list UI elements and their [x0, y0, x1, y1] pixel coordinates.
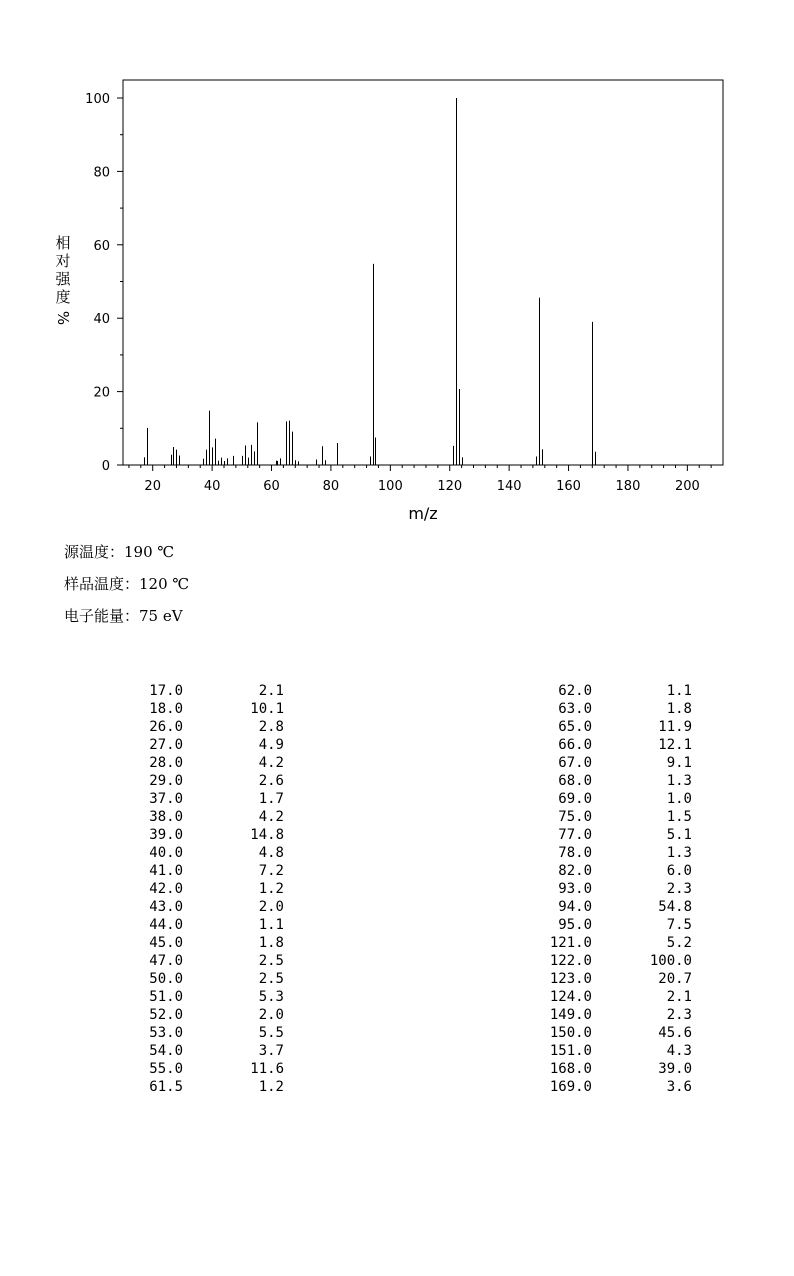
- peak-mz: 43.0: [149, 899, 183, 915]
- peak-table-row: [120, 1078, 290, 1096]
- peak-mz: 67.0: [558, 755, 592, 771]
- peak-intensity: 10.1: [250, 701, 284, 717]
- y-axis-label-char: 强: [55, 270, 71, 288]
- peak-intensity: 6.0: [666, 863, 692, 879]
- peak-mz: 55.0: [149, 1061, 183, 1077]
- peak-intensity: 2.6: [258, 773, 284, 789]
- y-tick-label: 20: [93, 385, 110, 401]
- peak-intensity: 2.0: [258, 899, 284, 915]
- peak-table-row: [120, 844, 290, 862]
- y-axis-label-char: %: [54, 310, 72, 326]
- peak-table-row: [520, 1006, 700, 1024]
- peak-table-row: [520, 718, 700, 736]
- y-axis-label: [54, 234, 72, 325]
- x-tick-label: 100: [377, 479, 403, 494]
- peak-intensity: 54.8: [658, 899, 692, 915]
- peak-mz: 44.0: [149, 917, 183, 933]
- peak-intensity: 3.6: [666, 1079, 692, 1095]
- peak-table-row: [520, 880, 700, 898]
- peak-mz: 29.0: [149, 773, 183, 789]
- peak-intensity: 100.0: [649, 953, 692, 969]
- peak-intensity: 3.7: [258, 1043, 284, 1059]
- peak-mz: 42.0: [149, 881, 183, 897]
- peak-table-row: [520, 754, 700, 772]
- peak-intensity: 2.5: [258, 971, 284, 987]
- peak-table-row: [120, 916, 290, 934]
- peak-table-row: [120, 970, 290, 988]
- peak-intensity: 39.0: [658, 1061, 692, 1077]
- peak-table-row: [120, 700, 290, 718]
- x-tick-label: 20: [144, 479, 161, 494]
- x-tick-label: 80: [322, 479, 340, 494]
- peak-table-row: [520, 772, 700, 790]
- peak-table-row: [120, 934, 290, 952]
- peak-mz: 26.0: [149, 719, 183, 735]
- y-axis-label-char: 对: [55, 252, 71, 270]
- peak-table-row: [520, 1078, 700, 1096]
- peak-intensity: 4.2: [258, 755, 284, 771]
- sample-temperature: 样品温度：120 ℃: [64, 575, 190, 593]
- peak-mz: 27.0: [149, 737, 183, 753]
- peak-table-row: [520, 1024, 700, 1042]
- peak-table-row: [520, 988, 700, 1006]
- peak-mz: 123.0: [549, 971, 592, 987]
- peak-intensity: 1.2: [258, 881, 284, 897]
- peak-mz: 77.0: [558, 827, 592, 843]
- peak-table-row: [120, 790, 290, 808]
- peak-mz: 47.0: [149, 953, 183, 969]
- y-tick-label: 60: [93, 238, 110, 254]
- peak-intensity: 1.3: [666, 845, 692, 861]
- peak-mz: 50.0: [149, 971, 183, 987]
- peak-table-row: [520, 898, 700, 916]
- peak-mz: 62.0: [558, 683, 592, 699]
- peak-mz: 151.0: [549, 1043, 592, 1059]
- peak-mz: 94.0: [558, 899, 592, 915]
- peak-mz: 41.0: [149, 863, 183, 879]
- peak-intensity: 5.5: [258, 1025, 284, 1041]
- peak-intensity: 1.0: [666, 791, 692, 807]
- peak-intensity: 5.3: [258, 989, 284, 1005]
- peak-mz: 39.0: [149, 827, 183, 843]
- x-tick-label: 120: [437, 479, 463, 494]
- peak-mz: 124.0: [549, 989, 592, 1005]
- spectrum-peaks: [145, 98, 596, 465]
- peak-mz: 54.0: [149, 1043, 183, 1059]
- peak-mz: 52.0: [149, 1007, 183, 1023]
- y-tick-label: 40: [93, 312, 110, 328]
- x-tick-label: 60: [263, 479, 280, 494]
- peak-table-row: [120, 880, 290, 898]
- peak-table-row: [120, 808, 290, 826]
- peak-table-row: [520, 736, 700, 754]
- peak-table-row: [120, 1024, 290, 1042]
- x-axis-ticks: [129, 465, 711, 494]
- peak-intensity: 1.1: [258, 917, 284, 933]
- peak-mz: 51.0: [149, 989, 183, 1005]
- peak-table-row: [120, 736, 290, 754]
- peak-table-row: [520, 862, 700, 880]
- peak-intensity: 2.8: [258, 719, 284, 735]
- peak-table-row: [120, 826, 290, 844]
- peak-table-row: [120, 898, 290, 916]
- peak-intensity: 11.6: [250, 1061, 284, 1077]
- peak-table-row: [520, 790, 700, 808]
- peak-intensity: 7.5: [666, 917, 692, 933]
- peak-intensity: 1.1: [666, 683, 692, 699]
- peak-intensity: 2.0: [258, 1007, 284, 1023]
- peak-table-row: [520, 700, 700, 718]
- peak-mz: 63.0: [558, 701, 592, 717]
- x-axis-label: m/z: [408, 504, 438, 523]
- peak-mz: 121.0: [549, 935, 592, 951]
- peak-table-row: [520, 1042, 700, 1060]
- x-tick-label: 160: [556, 479, 581, 494]
- peak-intensity: 5.2: [666, 935, 692, 951]
- peak-table-row: [520, 808, 700, 826]
- y-axis-ticks: [85, 92, 123, 474]
- peak-mz: 28.0: [149, 755, 183, 771]
- y-tick-label: 80: [93, 165, 110, 181]
- peak-intensity: 4.3: [666, 1043, 692, 1059]
- peak-table-row: [120, 754, 290, 772]
- peak-table-row: [520, 952, 700, 970]
- electron-energy: 电子能量：75 eV: [64, 607, 183, 625]
- x-tick-label: 40: [203, 479, 221, 494]
- peak-mz: 69.0: [558, 791, 592, 807]
- y-axis-label-char: 度: [55, 288, 71, 306]
- peak-table-row: [120, 1006, 290, 1024]
- peak-mz: 95.0: [558, 917, 592, 933]
- source-temperature: 源温度：190 ℃: [64, 543, 175, 561]
- peak-mz: 169.0: [549, 1079, 592, 1095]
- peak-intensity: 2.5: [258, 953, 284, 969]
- peak-table-row: [120, 952, 290, 970]
- peak-mz: 93.0: [558, 881, 592, 897]
- peak-intensity: 5.1: [666, 827, 692, 843]
- peak-mz: 122.0: [549, 953, 592, 969]
- peak-intensity: 2.1: [258, 683, 284, 699]
- peak-mz: 40.0: [149, 845, 183, 861]
- peak-mz: 149.0: [549, 1007, 592, 1023]
- peak-intensity: 12.1: [658, 737, 692, 753]
- peak-mz: 82.0: [558, 863, 592, 879]
- peak-mz: 38.0: [149, 809, 183, 825]
- peak-table-row: [120, 862, 290, 880]
- peak-mz: 45.0: [149, 935, 183, 951]
- peak-table-row: [520, 682, 700, 700]
- x-tick-label: 200: [674, 479, 700, 494]
- peak-intensity: 4.9: [258, 737, 284, 753]
- peak-intensity: 2.3: [666, 881, 692, 897]
- peak-intensity: 4.2: [258, 809, 284, 825]
- peak-intensity: 11.9: [658, 719, 692, 735]
- y-tick-label: 100: [85, 92, 110, 107]
- plot-frame: [123, 80, 723, 465]
- peak-mz: 65.0: [558, 719, 592, 735]
- peak-table-row: [520, 916, 700, 934]
- peak-intensity: 1.8: [666, 701, 692, 717]
- peak-mz: 168.0: [549, 1061, 592, 1077]
- peak-table-row: [120, 988, 290, 1006]
- peak-intensity: 1.3: [666, 773, 692, 789]
- peak-table-row: [520, 844, 700, 862]
- peak-table-row: [120, 1042, 290, 1060]
- peak-table-row: [520, 1060, 700, 1078]
- y-axis-label-char: 相: [55, 234, 71, 252]
- peak-mz: 53.0: [149, 1025, 183, 1041]
- y-tick-label: 0: [101, 459, 110, 474]
- peak-table-row: [520, 934, 700, 952]
- mass-spectrum-chart: [0, 0, 794, 530]
- peak-intensity: 2.1: [666, 989, 692, 1005]
- peak-intensity: 1.2: [258, 1079, 284, 1095]
- peak-mz: 78.0: [558, 845, 592, 861]
- peak-mz: 66.0: [558, 737, 592, 753]
- peak-table-row: [520, 970, 700, 988]
- peak-mz: 150.0: [549, 1025, 592, 1041]
- peak-intensity: 14.8: [250, 827, 284, 843]
- peak-table-row: [120, 682, 290, 700]
- peak-intensity: 45.6: [658, 1025, 692, 1041]
- peak-table-right: [520, 682, 700, 1096]
- peak-mz: 75.0: [558, 809, 592, 825]
- peak-intensity: 20.7: [658, 971, 692, 987]
- peak-table-row: [120, 718, 290, 736]
- peak-intensity: 7.2: [258, 863, 284, 879]
- peak-intensity: 1.8: [258, 935, 284, 951]
- peak-intensity: 1.5: [666, 809, 692, 825]
- peak-table-row: [120, 1060, 290, 1078]
- peak-mz: 17.0: [149, 683, 183, 699]
- peak-table-row: [520, 826, 700, 844]
- peak-table-row: [120, 772, 290, 790]
- peak-mz: 18.0: [149, 701, 183, 717]
- peak-intensity: 4.8: [258, 845, 284, 861]
- peak-intensity: 9.1: [666, 755, 692, 771]
- peak-table-left: [120, 682, 290, 1096]
- x-tick-label: 180: [615, 479, 641, 494]
- peak-intensity: 1.7: [258, 791, 284, 807]
- x-tick-label: 140: [496, 479, 522, 494]
- peak-mz: 37.0: [149, 791, 183, 807]
- peak-intensity: 2.3: [666, 1007, 692, 1023]
- peak-mz: 61.5: [149, 1079, 183, 1095]
- peak-mz: 68.0: [558, 773, 592, 789]
